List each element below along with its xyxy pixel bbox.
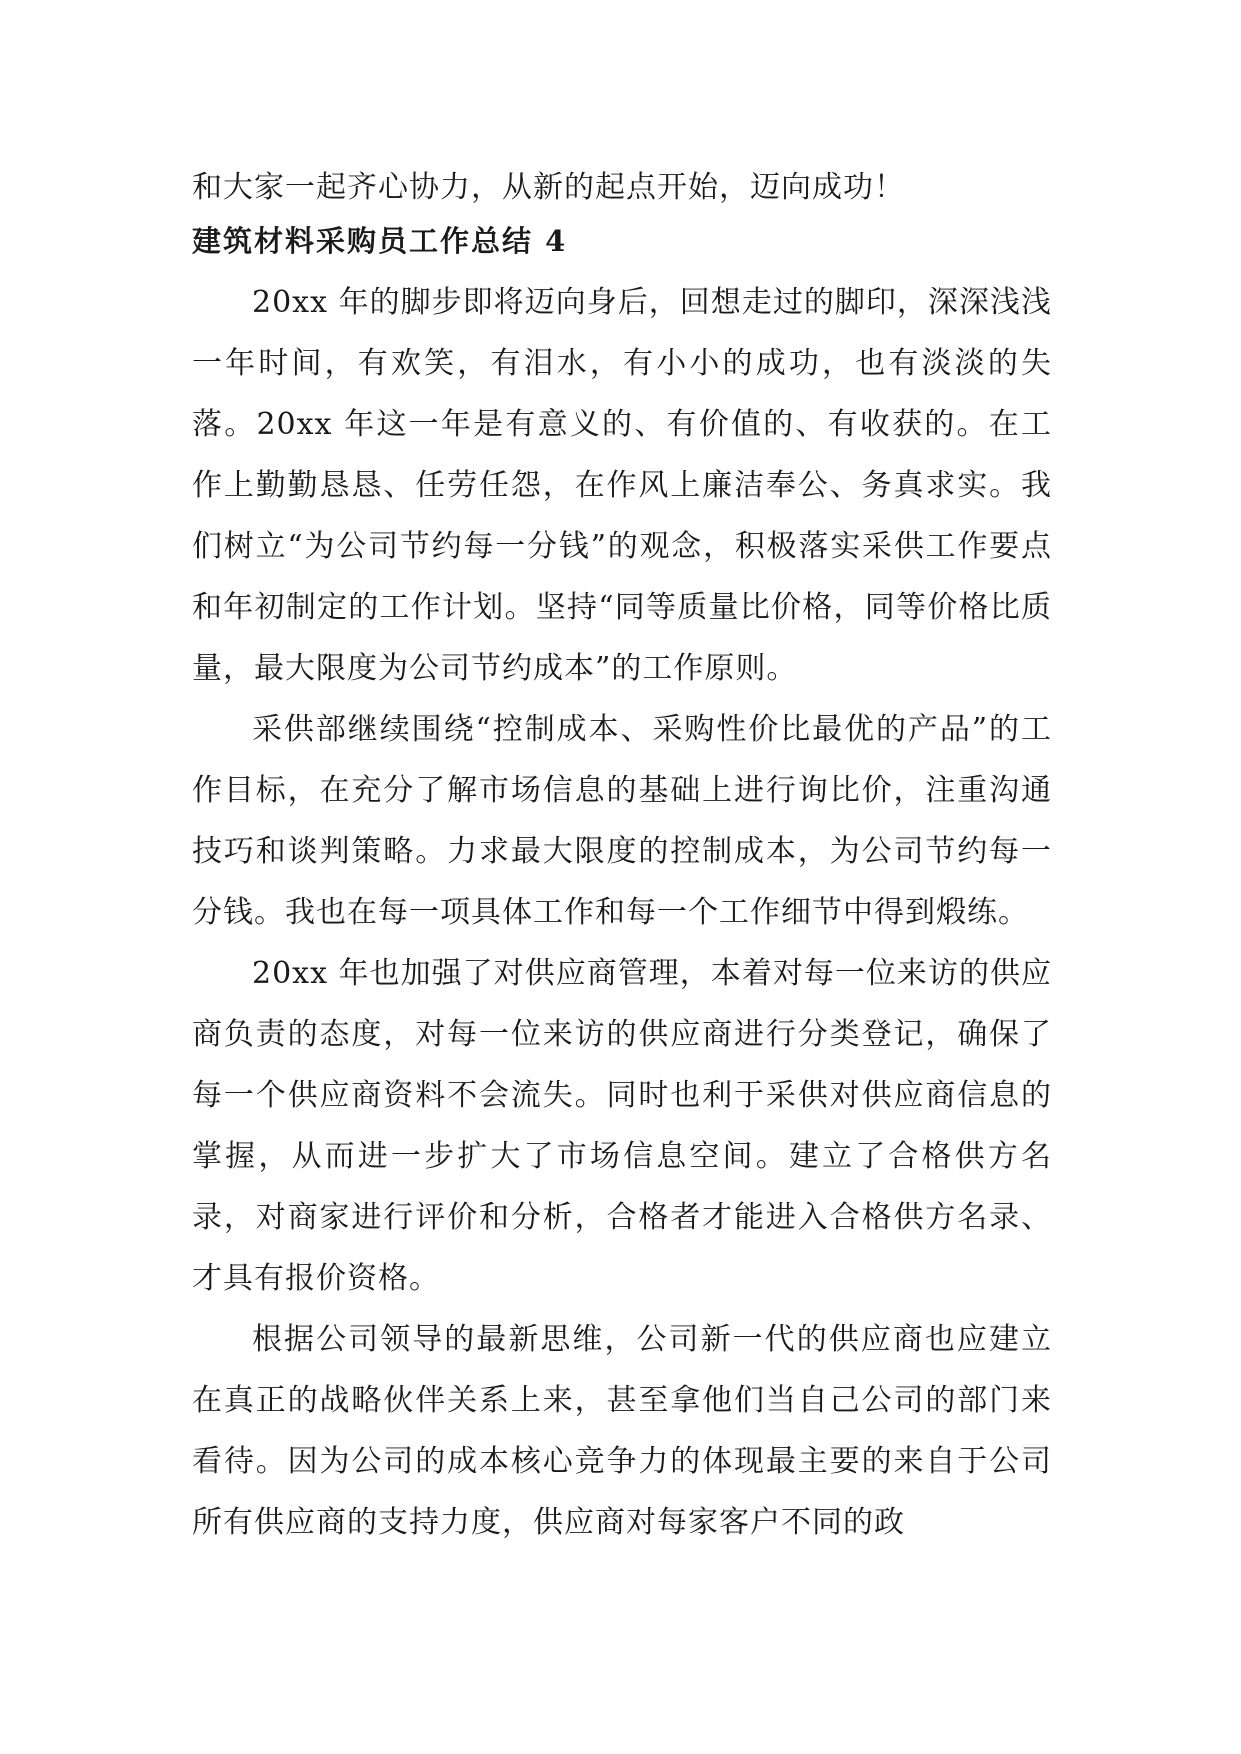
paragraph-3: 20xx 年也加强了对供应商管理，本着对每一位来访的供应商负责的态度，对每一位来访的供应商进行分类登记，确保了每一个供应商资料不会流失。同时也利于采供对供应商信息的掌握，从而进一步扩大了市场信息空间。建立了合格供方名录，对商家进行评价和分析，合格者才能进入合格供方名录、才具有报价资格。 <box>192 956 1052 1296</box>
paragraph-1: 20xx 年的脚步即将迈向身后，回想走过的脚印，深深浅浅一年时间，有欢笑，有泪水，有小小的成功，也有淡淡的失落。20xx 年这一年是有意义的、有价值的、有收获的。在工作上勤勤恳恳、任劳任怨，在作风上廉洁奉公、务真求实。我们树立“为公司节约每一分钱”的观念，积极落实采供工作要点和年初制定的工作计划。坚持“同等质量比价格，同等价格比质量，最大限度为公司节约成本”的工作原则。 <box>192 285 1052 686</box>
paragraph-4: 根据公司领导的最新思维，公司新一代的供应商也应建立在真正的战略伙伴关系上来，甚至拿他们当自己公司的部门来看待。因为公司的成本核心竞争力的体现最主要的来自于公司所有供应商的支持力度，供应商对每家客户不同的政 <box>192 1322 1052 1540</box>
paragraph-2: 采供部继续围绕“控制成本、采购性价比最优的产品”的工作目标，在充分了解市场信息的基础上进行询比价，注重沟通技巧和谈判策略。力求最大限度的控制成本，为公司节约每一分钱。我也在每一项具体工作和每一个工作细节中得到煅练。 <box>192 712 1052 930</box>
closing-line: 和大家一起齐心协力，从新的起点开始，迈向成功！ <box>192 170 905 205</box>
section-title: 建筑材料采购员工作总结 4 <box>192 224 568 258</box>
document-body <box>192 160 1052 1553</box>
